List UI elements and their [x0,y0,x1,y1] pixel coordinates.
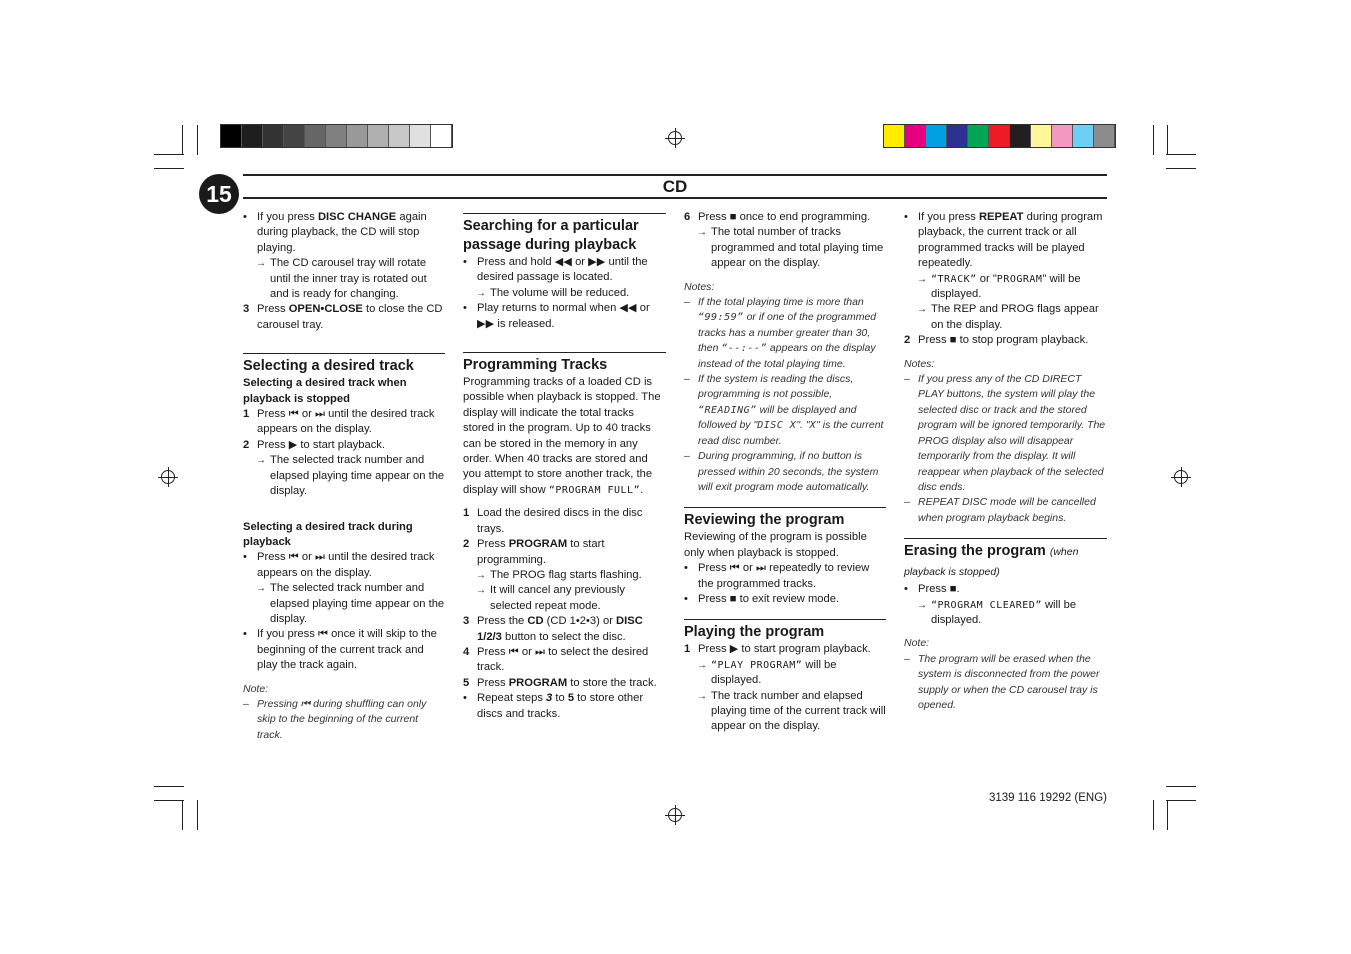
color-swatch [1052,125,1073,147]
color-swatch [263,125,284,147]
color-swatch [389,125,410,147]
color-swatch [305,125,326,147]
crop-mark [182,125,183,155]
column-3 [684,210,886,735]
color-calibration-bar [883,124,1116,148]
list-item: • Press ⏮ or ⏭ until the desired track appears on the display. [243,551,435,579]
crop-mark [1153,800,1154,830]
note-item: – REPEAT DISC mode will be cancelled when program playback begins. [904,496,1096,524]
list-subitem: → The selected track number and elapsed playing time appear on the display. [256,454,445,498]
color-swatch [347,125,368,147]
note-heading: Note: [904,637,930,650]
note-item: – If you press any of the CD DIRECT PLAY buttons, the system will play the selected disc or track and the stored program will be ignored temporarily. The PROG display also will disappear temporarily from the display. It will reappear when playback of the selected disc ends. [904,373,1106,493]
note-item: – If the total playing time is more than “99:59” or if one of the programmed tracks has a number greater than 30, then “--:--” appears on the display instead of the total playing time. [684,296,877,370]
fast-forward-icon: ▶▶ [477,317,495,330]
list-subitem: → The REP and PROG flags appear on the display. [917,303,1099,331]
color-swatch [410,125,431,147]
color-swatch [1010,125,1031,147]
step-item: 3 Press the CD (CD 1•2•3) or DISC 1/2/3 button to select the disc. [463,615,643,643]
note-heading: Notes: [904,357,935,370]
stop-icon: ■ [949,583,957,596]
header-rule [243,174,1107,176]
previous-track-icon: ⏮ [288,551,299,564]
list-item: • Press ■. [904,583,960,596]
crop-mark [197,800,198,830]
color-swatch [326,125,347,147]
list-item: • Repeat steps 3 to 5 to store other discs and tracks. [463,692,644,720]
play-icon: ▶ [729,643,739,656]
step-item: 1 Press ⏮ or ⏭ until the desired track appears on the display. [243,408,435,436]
list-subitem: → The PROG flag starts flashing. [476,568,642,581]
list-item: • If you press REPEAT during program playback, the current track or all programmed tracks will be played repeatedly. [904,211,1103,270]
list-subitem: → “PLAY PROGRAM” will be displayed. [697,658,837,687]
note-item: – The program will be erased when the system is disconnected from the power supply or when the CD carousel tray is opened. [904,652,1100,711]
color-swatch [989,125,1010,147]
registration-mark-icon [665,128,685,148]
crop-mark [154,154,184,155]
crop-mark [1153,125,1154,155]
step-item: 6 Press ■ once to end programming. [684,211,871,223]
previous-track-icon: ⏮ [288,408,299,421]
color-swatch [284,125,305,147]
next-track-icon: ⏭ [755,562,767,575]
color-swatch [242,125,263,147]
step-item: 3 Press OPEN•CLOSE to close the CD carousel tray. [243,303,443,331]
page-number-badge: 15 [199,174,239,214]
color-swatch [968,125,989,147]
list-item: • If you press DISC CHANGE again during playback, the CD will stop playing. [243,211,427,254]
crop-mark [1166,800,1196,801]
crop-mark [1166,154,1196,155]
registration-mark-icon [665,805,685,825]
list-subitem: → The selected track number and elapsed playing time appear on the display. [256,582,445,625]
list-item: • If you press ⏮ once it will skip to the beginning of the current track and play the track again. [243,628,437,672]
section-heading: Reviewing the program [684,507,886,530]
previous-track-icon: ⏮ [729,562,740,575]
crop-mark [1166,786,1196,787]
section-heading: Programming Tracks [463,352,666,375]
column-2 [463,213,666,722]
stop-icon: ■ [729,211,737,223]
rewind-icon: ◀◀ [619,302,637,315]
section-title: CD [662,177,688,196]
subsection-heading: Selecting a desired track during playback [243,520,413,548]
crop-mark [197,125,198,155]
list-subitem: → It will cancel any previously selected repeat mode. [476,584,625,612]
list-subitem: → “PROGRAM CLEARED” will be displayed. [917,598,1077,626]
note-item: – If the system is reading the discs, programming is not possible, “READING” will be displayed and followed by "DISC X". "X" is the current read disc number. [684,373,884,447]
rewind-icon: ◀◀ [554,256,572,268]
crop-mark [1166,168,1196,169]
step-item: 2 Press PROGRAM to start programming. [463,538,605,566]
step-item: 1 Load the desired discs in the disc trays. [463,507,643,535]
color-swatch [1031,125,1052,147]
color-swatch [884,125,905,147]
note-heading: Notes: [684,280,715,293]
document-code: 3139 116 19292 (ENG) [988,792,1107,804]
paragraph: Reviewing of the program is possible only when playback is stopped. [684,531,867,559]
list-subitem: → The CD carousel tray will rotate until the inner tray is rotated out and is ready for changing. [256,257,427,301]
crop-mark [154,800,184,801]
registration-mark-icon [158,467,178,487]
list-item: • Press ⏮ or ⏭ repeatedly to review the programmed tracks. [684,562,870,590]
color-swatch [1094,125,1115,147]
step-item: 4 Press ⏮ or ⏭ to select the desired track. [463,645,649,674]
color-swatch [1073,125,1094,147]
stop-icon: ■ [949,334,957,347]
color-swatch [431,125,452,147]
paragraph: Programming tracks of a loaded CD is possible when playback is stopped. The display will indicate the total tracks stored in the program. Up to 40 tracks can be stored in the memory in any order. When 40 tracks are stored and you attempt to store another track, the display will show “PROGRAM FULL”. [463,376,661,496]
step-item: 1 Press ▶ to start program playback. [684,643,871,656]
column-1 [243,210,445,743]
previous-track-icon: ⏮ [300,697,311,710]
list-subitem: → The volume will be reduced. [476,286,630,299]
step-item: 2 Press ▶ to start playback. [243,438,386,451]
crop-mark [154,168,184,169]
next-track-icon: ⏭ [534,645,546,658]
column-4 [904,210,1107,713]
note-heading: Note: [243,682,269,695]
header-rule [243,197,1107,199]
list-subitem: → “TRACK” or "PROGRAM" will be displayed. [917,272,1081,301]
section-heading: Selecting a desired track [243,353,445,376]
play-icon: ▶ [288,438,298,451]
step-item: 2 Press ■ to stop program playback. [904,334,1089,347]
registration-mark-icon [1171,467,1191,487]
note-item: – During programming, if no button is pressed within 20 seconds, the system will exit program mode automatically. [684,450,879,493]
list-subitem: → The track number and elapsed playing time of the current track will appear on the display. [697,689,886,733]
next-track-icon: ⏭ [314,408,326,421]
color-swatch [221,125,242,147]
crop-mark [1167,800,1168,830]
color-swatch [947,125,968,147]
grayscale-calibration-bar [220,124,453,148]
list-item: • Press ■ to exit review mode. [684,592,840,605]
previous-track-icon: ⏮ [317,628,329,641]
crop-mark [182,800,183,830]
fast-forward-icon: ▶▶ [588,256,606,268]
stop-icon: ■ [729,592,737,605]
color-swatch [905,125,926,147]
list-item: • Play returns to normal when ◀◀ or ▶▶ is released. [463,302,650,330]
crop-mark [1167,125,1168,155]
note-item: – Pressing ⏮ during shuffling can only skip to the beginning of the current track. [243,697,427,741]
list-item: • Press and hold ◀◀ or ▶▶ until the desired passage is located. [463,256,648,284]
section-heading: Searching for a particular passage during playback [463,213,666,255]
subsection-heading: Selecting a desired track when playback is stopped [243,377,407,405]
color-swatch [368,125,389,147]
list-subitem: → The total number of tracks programmed and total playing time appear on the display. [697,226,884,270]
crop-mark [154,786,184,787]
next-track-icon: ⏭ [314,551,326,564]
section-heading: Playing the program [684,619,886,642]
step-item: 5 Press PROGRAM to store the track. [463,676,657,689]
previous-track-icon: ⏮ [508,645,519,658]
color-swatch [926,125,947,147]
section-heading: Erasing the program (when playback is stopped) [904,538,1107,582]
